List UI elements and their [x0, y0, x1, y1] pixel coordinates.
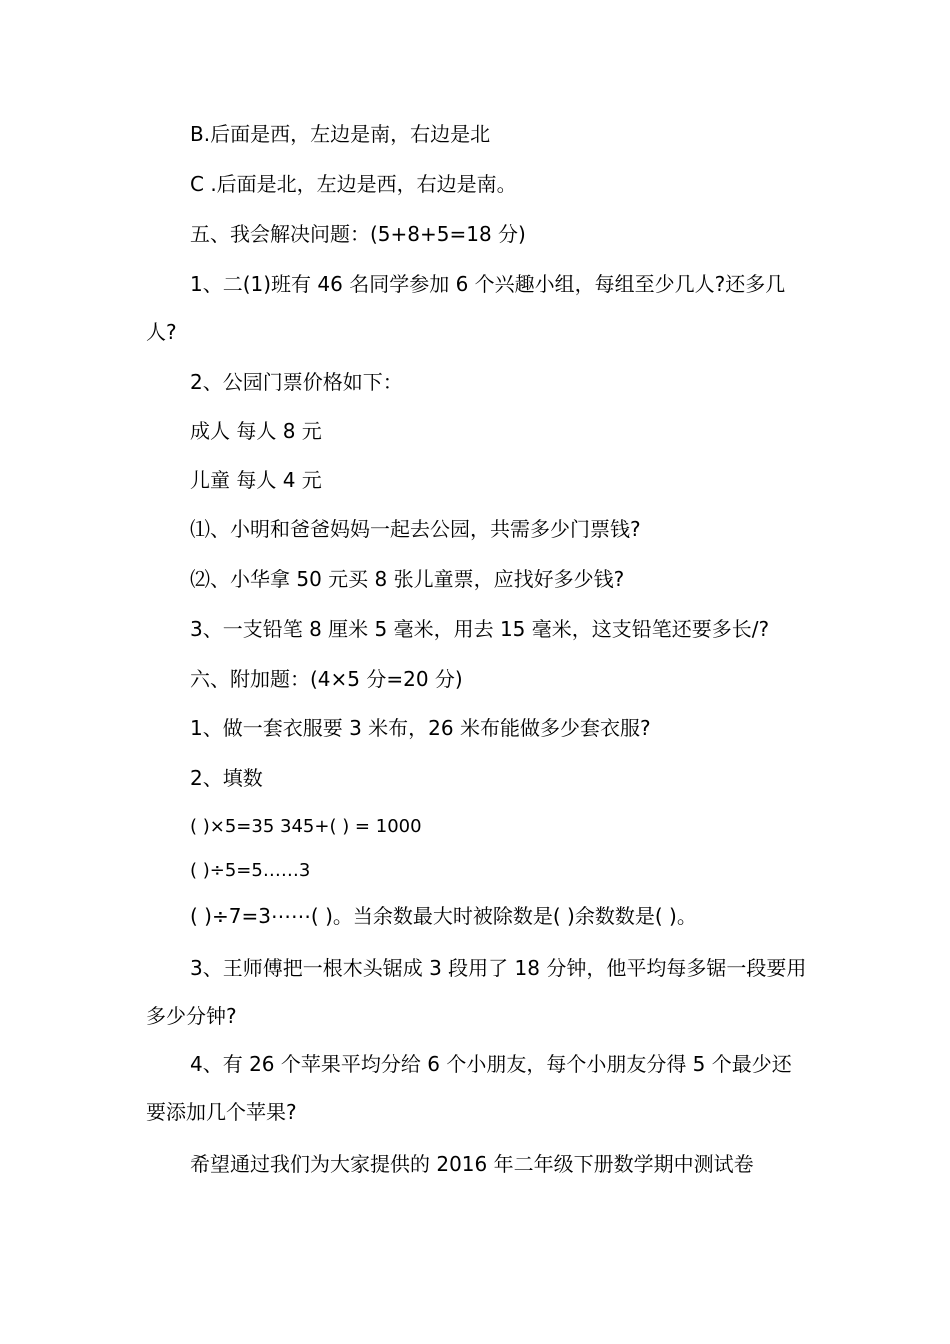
question-6-3: 3、王师傅把一根木头锯成 3 段用了 18 分钟，他平均每多锯一段要用多少分钟?	[146, 956, 807, 1028]
question-5-2-1: ⑴、小明和爸爸妈妈一起去公园，共需多少门票钱?	[190, 517, 641, 541]
fill-line-1: ( )×5=35 345+( ) = 1000	[190, 816, 422, 837]
option-c: C .后面是北，左边是西，右边是南。	[190, 172, 517, 196]
price-child: 儿童 每人 4 元	[190, 468, 322, 492]
question-6-2: 2、填数	[190, 766, 263, 790]
fill-line-2: ( )÷5=5……3	[190, 860, 311, 881]
option-b: B.后面是西，左边是南，右边是北	[190, 122, 491, 146]
price-adult: 成人 每人 8 元	[190, 419, 322, 443]
question-5-3: 3、一支铅笔 8 厘米 5 毫米，用去 15 毫米，这支铅笔还要多长/?	[190, 617, 770, 641]
closing-text: 希望通过我们为大家提供的 2016 年二年级下册数学期中测试卷	[190, 1152, 754, 1176]
question-5-2-2: ⑵、小华拿 50 元买 8 张儿童票，应找好多少钱?	[190, 567, 625, 591]
question-5-2: 2、公园门票价格如下：	[190, 370, 403, 394]
question-6-4: 4、有 26 个苹果平均分给 6 个小朋友，每个小朋友分得 5 个最少还要添加几个苹果?	[146, 1052, 792, 1124]
section-five-heading: 五、我会解决问题：(5+8+5=18 分)	[190, 222, 526, 246]
question-6-1: 1、做一套衣服要 3 米布，26 米布能做多少套衣服?	[190, 716, 651, 740]
section-six-heading: 六、附加题：(4×5 分=20 分)	[190, 667, 463, 691]
fill-line-3: ( )÷7=3⋯⋯( )。当余数最大时被除数是( )余数数是( )。	[190, 904, 697, 928]
question-5-1: 1、二(1)班有 46 名同学参加 6 个兴趣小组，每组至少几人?还多几人?	[146, 272, 786, 344]
